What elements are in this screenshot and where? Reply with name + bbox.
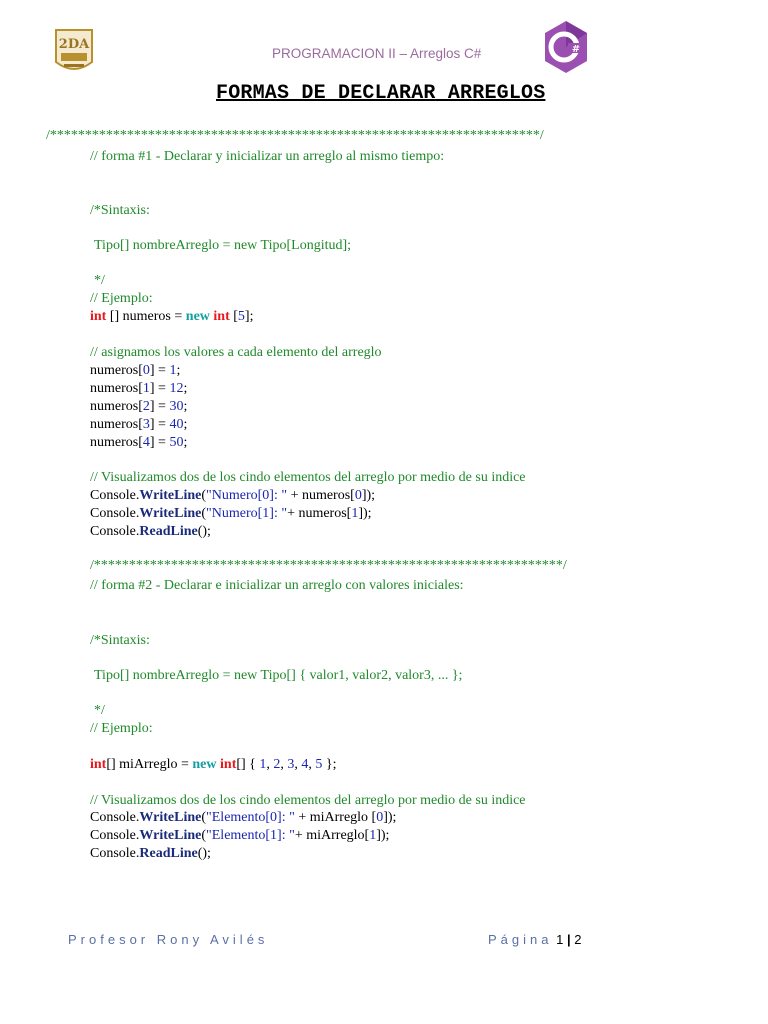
logo-left-text: 2DA	[58, 37, 90, 52]
writeline-statement: Console.WriteLine("Numero[0]: " + numeros[0]);	[90, 488, 376, 503]
section1-example-comment: // Ejemplo:	[90, 291, 153, 306]
page-title: FORMAS DE DECLARAR ARREGLOS	[216, 82, 546, 105]
separator-line: /**********************************************************************/	[46, 128, 544, 143]
section2-example-comment: // Ejemplo:	[90, 721, 153, 736]
section1-comment: // forma #1 - Declarar y inicializar un arreglo al mismo tiempo:	[90, 149, 445, 164]
section1-assign-comment: // asignamos los valores a cada elemento del arreglo	[90, 345, 382, 360]
csharp-logo	[542, 19, 590, 75]
section2-comment: // forma #2 - Declarar e inicializar un arreglo con valores iniciales:	[90, 578, 464, 593]
svg-text:#: #	[571, 44, 581, 55]
section1-declaration: int [] numeros = new int [5];	[90, 309, 254, 324]
section2-declaration: int[] miArreglo = new int[] { 1, 2, 3, 4, 5 };	[90, 757, 337, 772]
assignment-line: numeros[3] = 40;	[90, 417, 188, 432]
section2-syntax-line: Tipo[] nombreArreglo = new Tipo[] { valor1, valor2, valor3, ... };	[94, 668, 463, 683]
footer-author: Profesor Rony Avilés	[68, 932, 269, 947]
assignment-line: numeros[0] = 1;	[90, 363, 181, 378]
readline-statement: Console.ReadLine();	[90, 524, 211, 539]
section2-syntax-open: /*Sintaxis:	[90, 633, 150, 648]
writeline-statement: Console.WriteLine("Elemento[1]: "+ miArreglo[1]);	[90, 828, 390, 843]
writeline-statement: Console.WriteLine("Numero[1]: "+ numeros[1]);	[90, 506, 372, 521]
readline-statement: Console.ReadLine();	[90, 846, 211, 861]
separator-line: /*******************************************************************/	[90, 558, 567, 573]
section1-syntax-close: */	[94, 273, 105, 288]
assignment-line: numeros[1] = 12;	[90, 381, 188, 396]
header-title: PROGRAMACION II – Arreglos C#	[272, 46, 482, 61]
assignment-line: numeros[4] = 50;	[90, 435, 188, 450]
assignment-line: numeros[2] = 30;	[90, 399, 188, 414]
section1-syntax-open: /*Sintaxis:	[90, 203, 150, 218]
section1-syntax-line: Tipo[] nombreArreglo = new Tipo[Longitud];	[94, 238, 352, 253]
section2-syntax-close: */	[94, 703, 105, 718]
page-number: Página 1 | 2	[488, 932, 582, 947]
section2-display-comment: // Visualizamos dos de los cindo elementos del arreglo por medio de su indice	[90, 793, 526, 808]
school-logo	[50, 26, 98, 78]
writeline-statement: Console.WriteLine("Elemento[0]: " + miArreglo [0]);	[90, 810, 397, 825]
section1-display-comment: // Visualizamos dos de los cindo elementos del arreglo por medio de su indice	[90, 470, 526, 485]
